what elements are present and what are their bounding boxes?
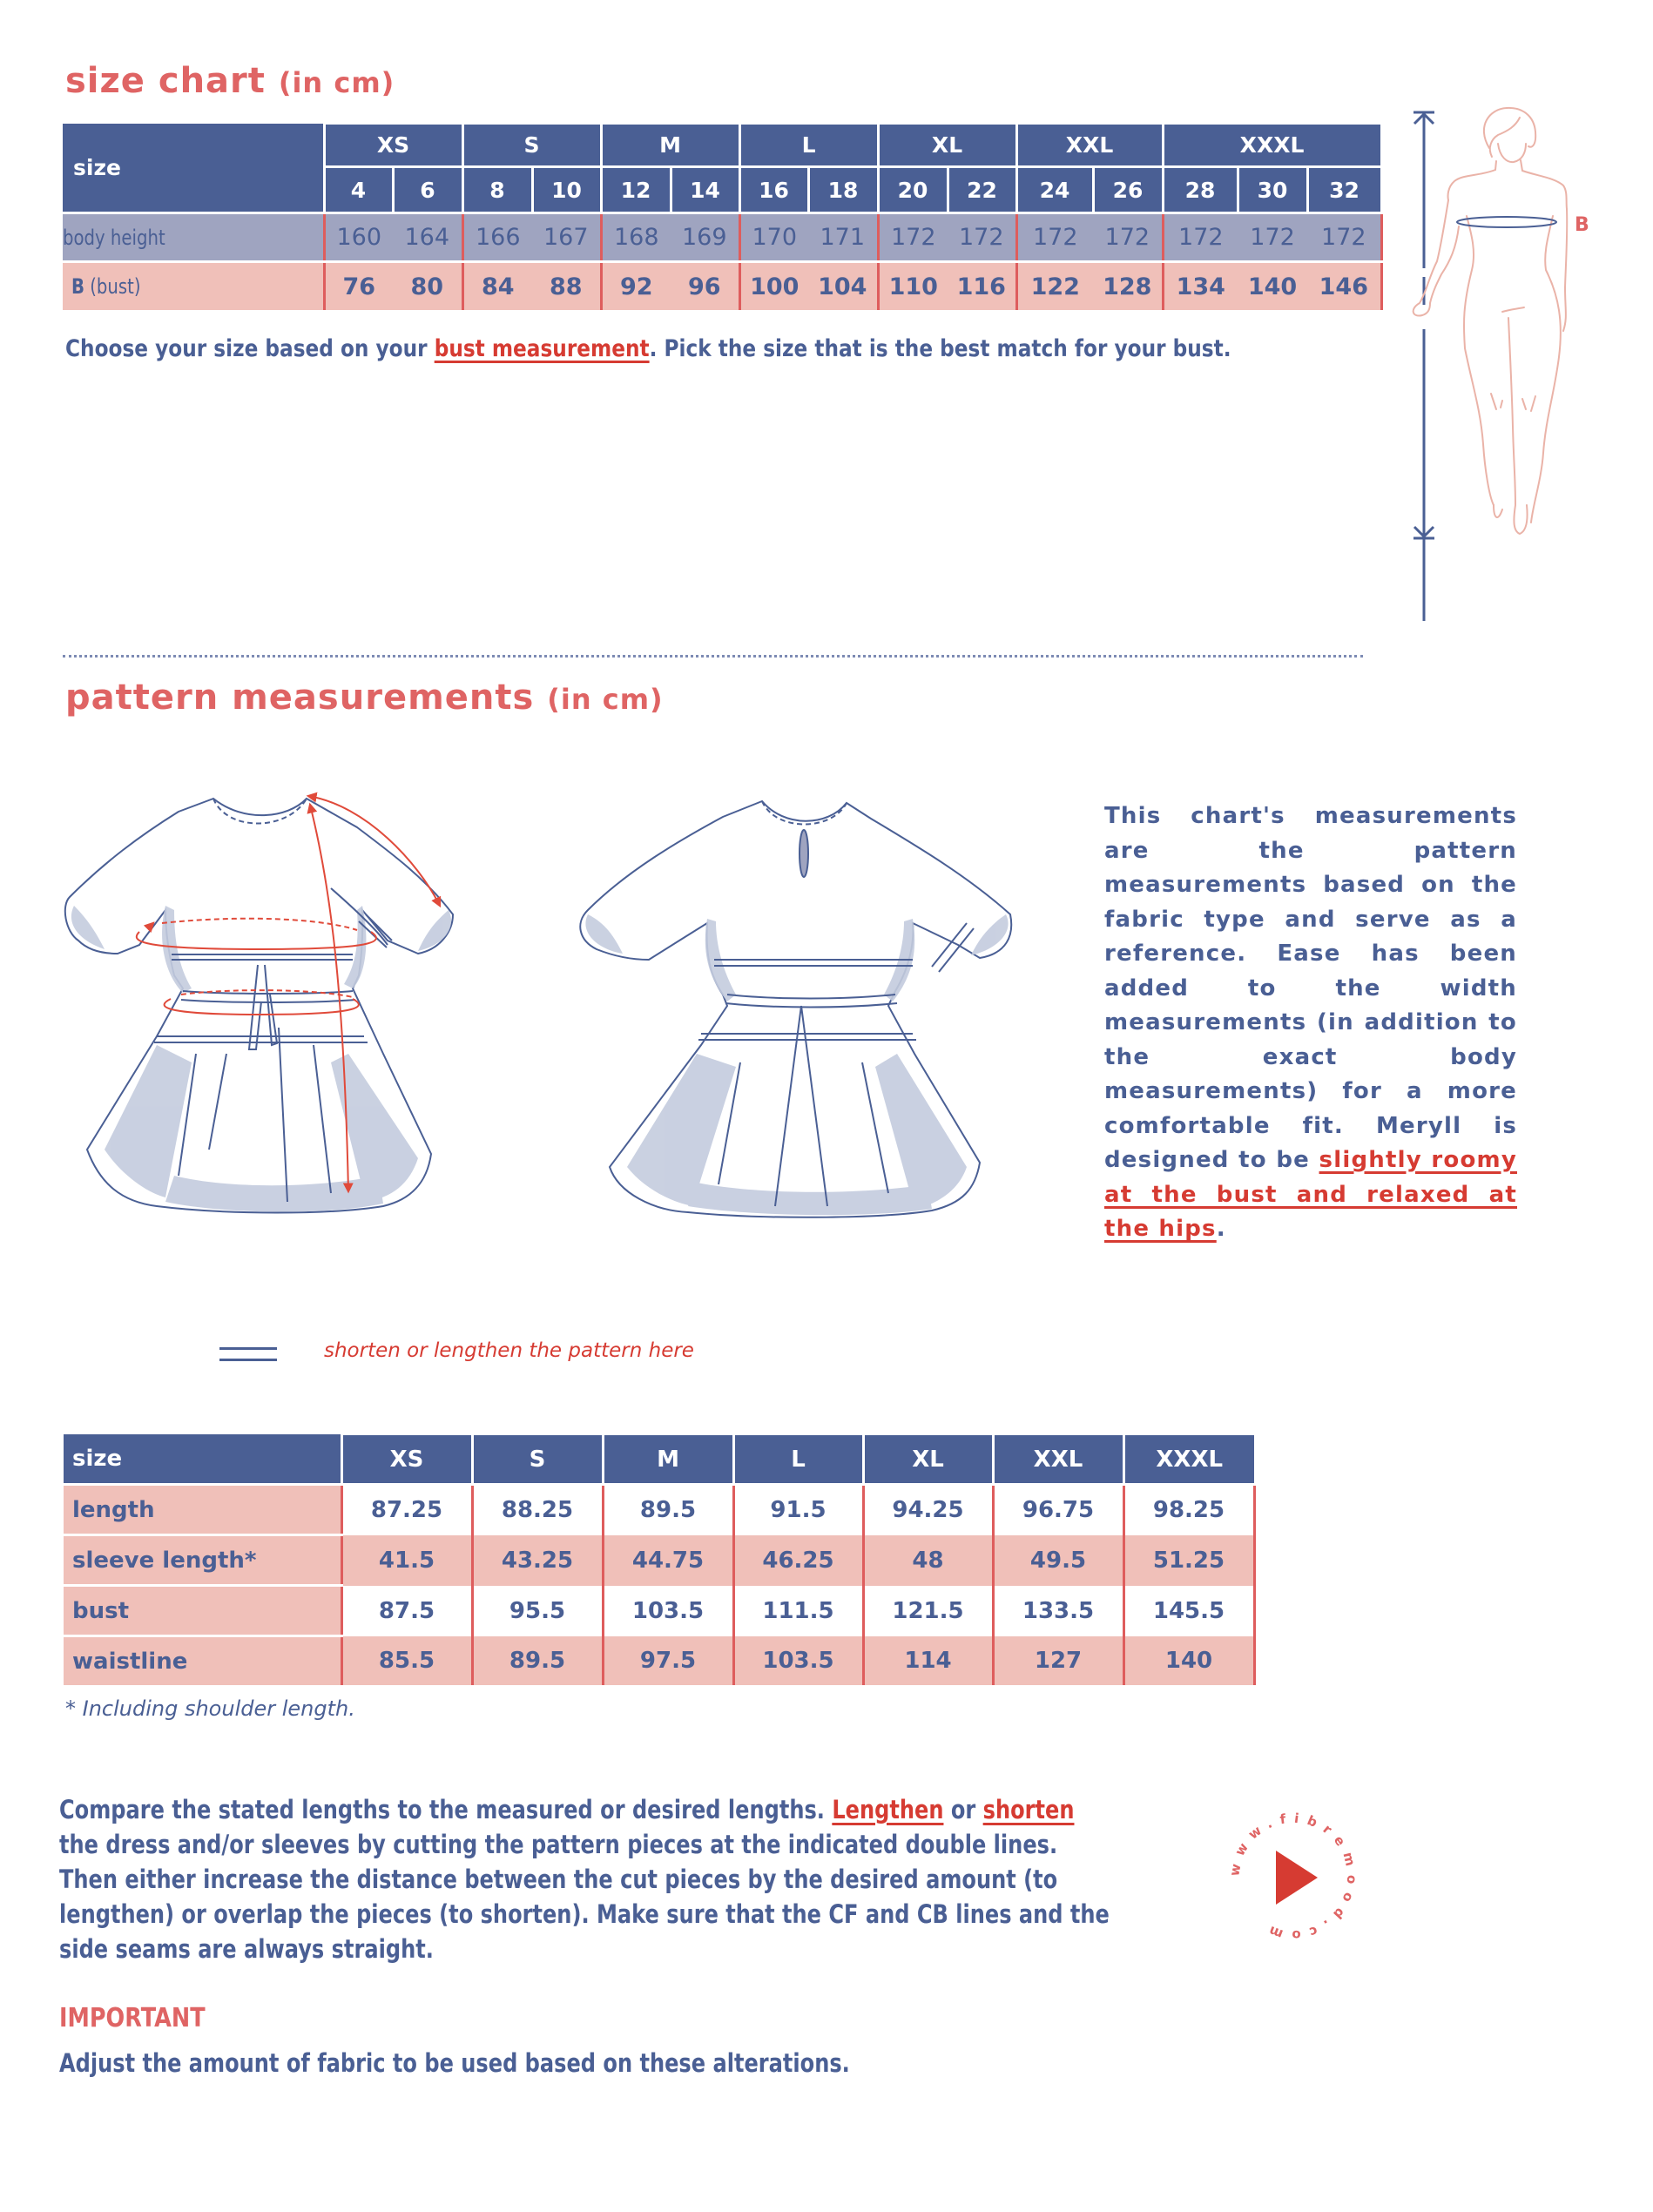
size-group-s: S (462, 124, 601, 167)
alterations-paragraph (59, 1792, 1191, 1966)
pattern-size-header: M (603, 1434, 733, 1485)
alterations-line: the dress and/or sleeves by cutting the pattern pieces at the indicated double lines. (59, 1830, 1058, 1859)
important-heading-text: IMPORTANT (59, 2003, 206, 2033)
size-number: 10 (532, 167, 601, 213)
size-instruction (65, 335, 1420, 362)
bust-measure-value: 95.5 (472, 1586, 603, 1636)
bust-value: 134 (1163, 262, 1238, 311)
waistline-value: 140 (1123, 1636, 1254, 1686)
size-number: 8 (462, 167, 532, 213)
sleeve-length-value: 46.25 (733, 1535, 863, 1586)
bust-measure-row (64, 1586, 1254, 1636)
pattern-size-header: XL (863, 1434, 993, 1485)
alterations-line: side seams are always straight. (59, 1934, 434, 1964)
body-height-row (63, 213, 1381, 262)
size-chart-unit: (in cm) (278, 66, 395, 99)
bust-measure-value: 87.5 (341, 1586, 472, 1636)
size-group-xs: XS (324, 124, 462, 167)
arrow-gap (1418, 305, 1430, 329)
arrow-gap (1418, 268, 1430, 277)
length-value: 96.75 (993, 1485, 1123, 1535)
bust-value: 104 (808, 262, 878, 311)
bust-measure-value: 133.5 (993, 1586, 1123, 1636)
bust-label-letter: B (71, 274, 85, 299)
waistline-value: 127 (993, 1636, 1123, 1686)
woman-figure-icon (1413, 108, 1568, 534)
size-number: 6 (393, 167, 462, 213)
size-number: 26 (1093, 167, 1163, 213)
size-number: 18 (808, 167, 878, 213)
bust-value: 140 (1238, 262, 1307, 311)
sleeve-length-value: 44.75 (603, 1535, 733, 1586)
important-text (59, 2048, 1012, 2078)
waistline-value: 97.5 (603, 1636, 733, 1686)
length-value: 89.5 (603, 1485, 733, 1535)
body-height-value: 160 (324, 213, 393, 262)
bust-measurement-link[interactable]: bust measurement (434, 335, 650, 362)
body-height-value: 170 (739, 213, 808, 262)
bust-label-text (71, 274, 141, 299)
bust-value: 80 (393, 262, 462, 311)
row-label: bust (64, 1586, 341, 1636)
row-label: sleeve length* (64, 1535, 341, 1586)
pattern-size-header: S (472, 1434, 603, 1485)
size-number: 32 (1307, 167, 1381, 213)
row-label: waistline (64, 1636, 341, 1686)
pattern-description-text: This chart's measurements are the pattern measurements based on the fabric type and serve as a reference. Ease has been added to the width measurements (in addition to the exact body measurements) for a more comfortable fit. Meryll is designed to be (1104, 803, 1517, 1173)
pattern-measurements-title (65, 678, 664, 718)
bust-measure-value: 145.5 (1123, 1586, 1254, 1636)
size-group-header-row (63, 124, 1381, 167)
body-height-label (63, 213, 324, 262)
length-value: 98.25 (1123, 1485, 1254, 1535)
bust-value: 92 (601, 262, 671, 311)
pattern-title-unit: (in cm) (547, 683, 664, 716)
bust-measure-ring (1457, 217, 1556, 227)
size-number: 28 (1163, 167, 1238, 213)
pattern-header-row (64, 1434, 1254, 1485)
pattern-size-label: size (64, 1434, 341, 1485)
waistline-value: 89.5 (472, 1636, 603, 1686)
size-instruction-post: . Pick the size that is the best match for your bust. (649, 335, 1231, 362)
sleeve-length-value: 49.5 (993, 1535, 1123, 1586)
alterations-text: or (943, 1795, 983, 1824)
bust-value: 128 (1093, 262, 1163, 311)
size-group-xxl: XXL (1016, 124, 1163, 167)
height-arrow-icon (1413, 112, 1434, 621)
length-value: 94.25 (863, 1485, 993, 1535)
length-value: 88.25 (472, 1485, 603, 1535)
size-instruction-pre: Choose your size based on your (65, 335, 435, 362)
bust-measure-value: 111.5 (733, 1586, 863, 1636)
body-height-value: 167 (532, 213, 601, 262)
waistline-value: 85.5 (341, 1636, 472, 1686)
important-text-content: Adjust the amount of fabric to be used based on these alterations. (59, 2048, 850, 2078)
size-chart-title-text: size chart (65, 61, 266, 101)
size-chart-title (65, 61, 395, 101)
size-group-xl: XL (878, 124, 1016, 167)
body-height-value: 171 (808, 213, 878, 262)
bust-value: 110 (878, 262, 948, 311)
waistline-value: 114 (863, 1636, 993, 1686)
sleeve-length-row (64, 1535, 1254, 1586)
size-number: 20 (878, 167, 948, 213)
size-number: 22 (948, 167, 1016, 213)
size-number: 24 (1016, 167, 1093, 213)
lengthen-link[interactable]: Lengthen (832, 1795, 944, 1824)
bust-value: 116 (948, 262, 1016, 311)
bust-value: 88 (532, 262, 601, 311)
play-triangle-icon (1276, 1851, 1318, 1905)
body-figure-illustration (1393, 96, 1653, 671)
size-group-l: L (739, 124, 878, 167)
bust-row (63, 262, 1381, 311)
size-number: 4 (324, 167, 393, 213)
bust-value: 146 (1307, 262, 1381, 311)
fibremood-logo[interactable] (1224, 1798, 1363, 1955)
size-number: 30 (1238, 167, 1307, 213)
body-height-value: 172 (878, 213, 948, 262)
fit-description-link[interactable]: slightly roomy at the bust and relaxed at the hips (1104, 1147, 1517, 1242)
pattern-size-header: XS (341, 1434, 472, 1485)
bust-value: 100 (739, 262, 808, 311)
size-header-label: size (63, 124, 324, 213)
footnote: * Including shoulder length. (65, 1696, 355, 1721)
pattern-description (1104, 799, 1517, 1247)
pattern-description-end: . (1216, 1216, 1226, 1242)
row-label: length (64, 1485, 341, 1535)
bust-measure-value: 103.5 (603, 1586, 733, 1636)
size-group-m: M (601, 124, 739, 167)
pattern-size-header: XXXL (1123, 1434, 1254, 1485)
shorten-link[interactable]: shorten (982, 1795, 1075, 1824)
size-group-xxxl: XXXL (1163, 124, 1381, 167)
alterations-text: Compare the stated lengths to the measured or desired lengths. (59, 1795, 833, 1824)
sleeve-length-value: 41.5 (341, 1535, 472, 1586)
sleeve-length-value: 51.25 (1123, 1535, 1254, 1586)
body-height-value: 169 (671, 213, 739, 262)
bust-label (63, 262, 324, 311)
length-value: 87.25 (341, 1485, 472, 1535)
body-height-value: 172 (1163, 213, 1238, 262)
body-height-value: 172 (1238, 213, 1307, 262)
body-height-value: 172 (1016, 213, 1093, 262)
important-heading (59, 2003, 231, 2033)
logo-ring-textpath: www.fibremood.com (1226, 1810, 1360, 1944)
size-chart-table (63, 122, 1383, 310)
waistline-value: 103.5 (733, 1636, 863, 1686)
bust-label-rest: (bust) (84, 274, 141, 299)
length-value: 91.5 (733, 1485, 863, 1535)
bust-measure-value: 121.5 (863, 1586, 993, 1636)
sleeve-length-value: 43.25 (472, 1535, 603, 1586)
body-height-value: 172 (1307, 213, 1381, 262)
dress-back-illustration (566, 766, 1063, 1306)
bust-value: 76 (324, 262, 393, 311)
bust-value: 122 (1016, 262, 1093, 311)
bust-value: 96 (671, 262, 739, 311)
pattern-title-text: pattern measurements (65, 678, 535, 718)
body-height-value: 166 (462, 213, 532, 262)
alterations-line: lengthen) or overlap the pieces (to shorten). Make sure that the CF and CB lines and the (59, 1899, 1110, 1929)
pattern-size-header: L (733, 1434, 863, 1485)
dress-front-illustration (52, 766, 575, 1306)
body-height-value: 172 (1093, 213, 1163, 262)
alterations-line: Then either increase the distance between the cut pieces by the desired amount (to (59, 1865, 1058, 1894)
pattern-measurements-table (64, 1433, 1256, 1685)
double-line-legend-icon (219, 1347, 277, 1361)
body-height-value: 164 (393, 213, 462, 262)
section-divider (63, 655, 1363, 658)
body-height-value: 172 (948, 213, 1016, 262)
sleeve-length-value: 48 (863, 1535, 993, 1586)
legend-text: shorten or lengthen the pattern here (324, 1339, 694, 1362)
size-number: 14 (671, 167, 739, 213)
length-row (64, 1485, 1254, 1535)
body-height-label-text: body height (63, 225, 165, 250)
waistline-row (64, 1636, 1254, 1686)
bust-value: 84 (462, 262, 532, 311)
figure-bust-label: B (1575, 214, 1589, 236)
body-height-value: 168 (601, 213, 671, 262)
size-number: 16 (739, 167, 808, 213)
size-number: 12 (601, 167, 671, 213)
pattern-size-header: XXL (993, 1434, 1123, 1485)
alterations-line (59, 1792, 1075, 1827)
